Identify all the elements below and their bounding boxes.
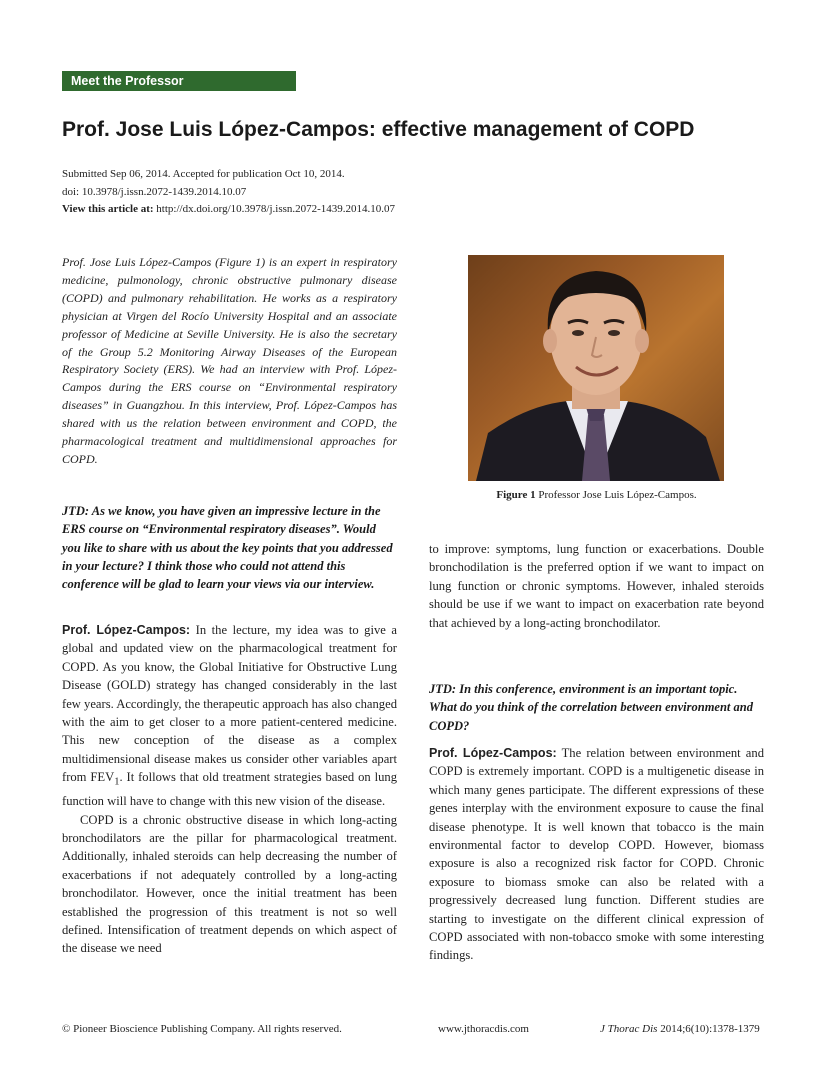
question-1: JTD: As we know, you have given an impressive lecture in the ERS course on “Environmental respiratory diseases”. Would you like to share with us about the key points that you addressed in your lecture? I think those who could not attend this conference will be glad to learn your views via our interview. <box>62 504 393 592</box>
view-article-label: View this article at: <box>62 203 154 215</box>
speaker-label: Prof. López-Campos: <box>429 746 557 760</box>
answer-2 <box>429 744 764 965</box>
view-article-line <box>62 201 662 219</box>
answer-1-paragraph-1 <box>62 621 397 811</box>
answer-2-text: The relation between environment and COPD is extremely important. COPD is a multigenetic disease in which many genes participate. The different expressions of these genes interplay with the environment exposure to cause the final disease phenotype. It is well known that tobacco is the main environmental factor to develop COPD. However, biomass exposure is also a recognized risk factor for COPD. Chronic exposure to biomass smoke can also be related with a progressively decreased lung function. Different studies are starting to investigate on the different clinical expression of COPD associated with non-tobacco smoke with some interesting findings. <box>429 746 764 963</box>
doi: doi: 10.3978/j.issn.2072-1439.2014.10.07 <box>62 185 247 198</box>
footer-citation <box>600 1022 760 1036</box>
answer-1-continued <box>429 540 764 632</box>
view-article-link[interactable]: http://dx.doi.org/10.3978/j.issn.2072-1439.2014.10.07 <box>153 203 396 215</box>
speaker-label: Prof. López-Campos: <box>62 623 191 637</box>
fev-subscript: 1 <box>114 776 120 788</box>
answer-1-text-b: . It follows that old treatment strategies based on lung function will have to change with this new vision of the disease. <box>62 770 397 809</box>
footer-copyright: © Pioneer Bioscience Publishing Company. All rights reserved. <box>62 1023 342 1035</box>
article-title: Prof. Jose Luis López-Campos: effective management of COPD <box>62 118 695 141</box>
answer-1 <box>62 621 397 958</box>
answer-1-paragraph-2: COPD is a chronic obstructive disease in which long-acting bronchodilators are the pillar for pharmacological treatment. Additionally, inhaled steroids can help decreasing the number of exacerbations if not adequately controlled by a long-acting bronchodilator. However, once the initial treatment has been established the progression of this treatment is not so well defined. Intensification of treatment depends on which aspect of the disease we need <box>62 812 397 956</box>
figure-label: Figure 1 <box>496 489 536 501</box>
question-2: JTD: In this conference, environment is an important topic. What do you think of the correlation between environment and COPD? <box>429 682 753 733</box>
article-meta <box>62 166 662 219</box>
footer-website-link[interactable]: www.jthoracdis.com <box>438 1023 529 1035</box>
answer-1-text-a: In the lecture, my idea was to give a global and updated view on the pharmacological treatment for COPD. As you know, the Global Initiative for Obstructive Lung Disease (GOLD) strategy has changed considerably in the last few years. Accordingly, the therapeutic approach has also changed with the aim to get closer to a more patient-centered medicine. This new conception of the disease as a complex multidimensional disease makes us consider other variables apart from FEV <box>62 623 397 785</box>
answer-2-paragraph <box>429 744 764 965</box>
answer-1-paragraph-2-cont: to improve: symptoms, lung function or exacerbations. Double bronchodilation is the preferred option if we want to impact on lung function or chronic symptoms. However, inhaled steroids should be use if we want to impact on exacerbation rate beyond that achieved by a long-acting bronchodilator. <box>429 542 764 630</box>
footer-journal: J Thorac Dis <box>600 1023 658 1035</box>
intro-paragraph: Prof. Jose Luis López-Campos (Figure 1) is an expert in respiratory medicine, pulmonology, chronic obstructive pulmonary disease (COPD) and pulmonary rehabilitation. He works as a respiratory physician at Virgen del Rocío University Hospital and an associate professor of Medicine at Seville University. He is also the secretary of the Group 5.2 Monitoring Airway Diseases of the European Respiratory Society (ERS). We had an interview with Prof. López-Campos during the ERS course on “Environmental respiratory diseases” in Guangzhou. In this interview, Prof. López-Campos has shared with us the relation between environment and COPD, the pharmacological treatment and multidimensional approaches for COPD. <box>62 255 397 466</box>
section-badge: Meet the Professor <box>62 71 296 91</box>
professor-photo <box>468 255 724 481</box>
figure-caption-text: Professor Jose Luis López-Campos. <box>535 489 697 501</box>
figure-caption <box>429 487 764 503</box>
submission-dates: Submitted Sep 06, 2014. Accepted for publication Oct 10, 2014. <box>62 168 345 180</box>
footer-volume: 2014;6(10):1378-1379 <box>657 1023 760 1035</box>
